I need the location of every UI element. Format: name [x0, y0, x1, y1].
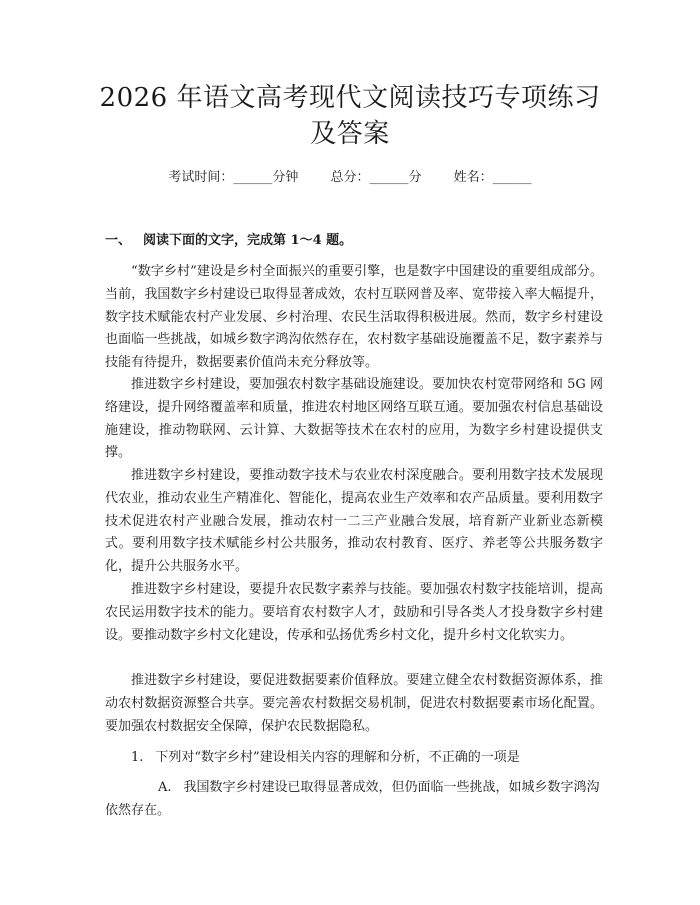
section-heading — [105, 231, 352, 251]
page-title: 2026 年语文高考现代文阅读技巧专项练习及答案 — [99, 83, 601, 149]
total-score-field: 总分：______分 — [330, 170, 422, 185]
option-text: 我国数字乡村建设已取得显著成效，但仍面临一些挑战，如城乡数字鸿沟依然存在。 — [105, 780, 600, 818]
section-number: 一、 — [105, 233, 132, 248]
option-a — [105, 777, 603, 823]
passage-paragraph-3: 推进数字乡村建设，要推动数字技术与农业农村深度融合。要利用数字技术发展现代农业，推动农业生产精准化、智能化，提高农业生产效率和农产品质量。要利用数字技术促进农村产业融合发展，推动农村一二三产业融合发展，培育新产业新业态新模式。要利用数字技术赋能乡村公共服务，推动农村教育、医疗、养老等公共服务数字化，提升公共服务水平。 — [105, 468, 603, 575]
passage-paragraph-1: “数字乡村”建设是乡村全面振兴的重要引擎，也是数字中国建设的重要组成部分。当前，我国数字乡村建设已取得显著成效，农村互联网普及率、宽带接入率大幅提升，数字技术赋能农村产业发展、乡村治理、农民生活取得积极进展。然而，数字乡村建设也面临一些挑战，如城乡数字鸿沟依然存在，农村数字基础设施覆盖不足，数字素养与技能有待提升，数据要素价值尚未充分释放等。 — [105, 264, 603, 371]
question-1 — [131, 748, 601, 768]
section-instruction: 阅读下面的文字，完成第 1～4 题。 — [143, 233, 353, 248]
student-name-field: 姓名：______ — [453, 170, 532, 185]
passage-paragraph-2: 推进数字乡村建设，要加强农村数字基础设施建设。要加快农村宽带网络和 5G 网络建设，提升网络覆盖率和质量，推进农村地区网络互联互通。要加强农村信息基础设施建设，推动物联网、云计算、大数据等技术在农村的应用，为数字乡村建设提供支撑。 — [105, 377, 603, 461]
question-number: 1. — [131, 750, 144, 765]
exam-info-line — [0, 168, 700, 188]
question-text: 下列对“数字乡村”建设相关内容的理解和分析，不正确的一项是 — [155, 750, 520, 765]
passage-paragraph-5: 推进数字乡村建设，要促进数据要素价值释放。要建立健全农村数据资源体系，推动农村数据资源整合共享。要完善农村数据交易机制，促进农村数据要素市场化配置。要加强农村数据安全保障，保护农民数据隐私。 — [105, 673, 603, 734]
passage-paragraph-4: 推进数字乡村建设，要提升农民数字素养与技能。要加强农村数字技能培训，提高农民运用数字技术的能力。要培育农村数字人才，鼓励和引导各类人才投身数字乡村建设。要推动数字乡村文化建设，传承和弘扬优秀乡村文化，提升乡村文化软实力。 — [105, 582, 603, 643]
exam-time-field: 考试时间：______分钟 — [168, 170, 299, 185]
option-label: A. — [158, 780, 172, 795]
